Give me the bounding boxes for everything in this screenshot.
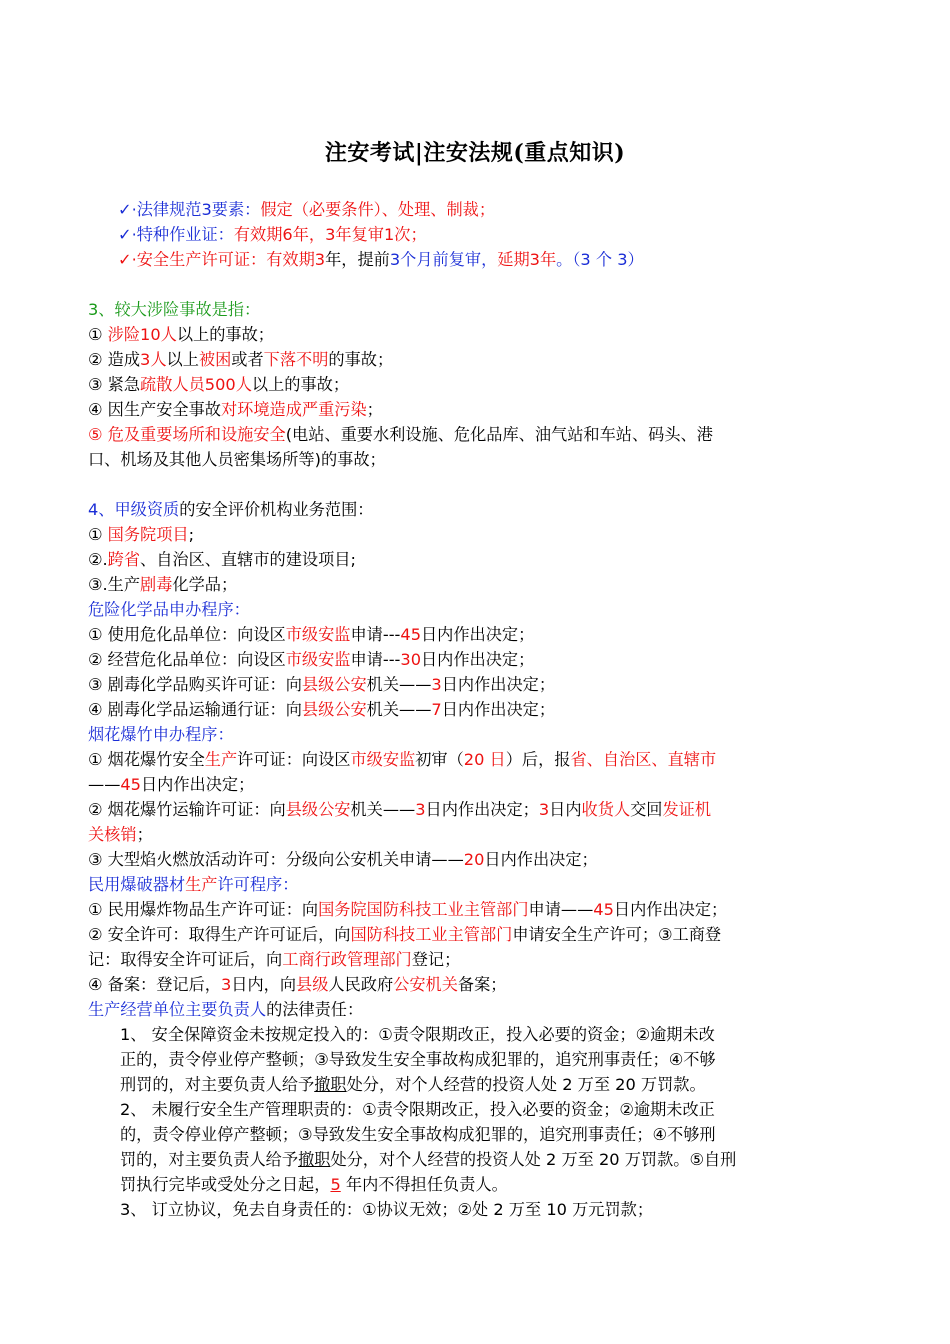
- section-3-item-5-cont: 口、机场及其他人员密集场所等)的事故；: [88, 450, 386, 469]
- liability-heading: 生产经营单位主要负责人的法律责任：: [88, 1000, 364, 1019]
- hazchem-item-3: ③ 剧毒化学品购买许可证：向县级公安机关——3日内作出决定；: [88, 675, 556, 694]
- fireworks-item-1: ① 烟花爆竹安全生产许可证：向设区市级安监初审（20 日）后，报省、自治区、直辖市: [88, 750, 717, 769]
- liability-item-2-line-4: 罚执行完毕或受处分之日起，5 年内不得担任负责人。: [120, 1175, 508, 1194]
- key-point-legal-norms: ✓·法律规范3要素：假定（必要条件）、处理、制裁；: [118, 200, 496, 219]
- liability-item-1-line-2: 正的，责令停业停产整顿；③导致发生安全事故构成犯罪的，追究刑事责任；④不够: [120, 1050, 716, 1069]
- liability-item-2-line-1: 2、 未履行安全生产管理职责的：①责令限期改正，投入必要的资金；②逾期未改正: [120, 1100, 715, 1119]
- explosives-item-4: ④ 备案：登记后，3日内，向县级人民政府公安机关备案；: [88, 975, 507, 994]
- fireworks-item-2-cont: 关核销；: [88, 825, 153, 844]
- page-title: 注安考试|注安法规(重点知识): [324, 140, 626, 166]
- fireworks-item-2: ② 烟花爆竹运输许可证：向县级公安机关——3日内作出决定；3日内收货人交回发证机: [88, 800, 712, 819]
- section-4-heading: 4、甲级资质的安全评价机构业务范围：: [88, 500, 374, 519]
- liability-item-1-line-3: 刑罚的，对主要负责人给予撤职处分，对个人经营的投资人处 2 万至 20 万罚款。: [120, 1075, 706, 1094]
- key-point-special-operation-cert: ✓·特种作业证：有效期6年，3年复审1次；: [118, 225, 427, 244]
- key-point-safety-license: ✓·安全生产许可证：有效期3年，提前3个月前复审，延期3年。（3 个 3）: [118, 250, 644, 269]
- liability-item-2-line-2: 的，责令停业停产整顿；③导致发生安全事故构成犯罪的，追究刑事责任；④不够刑: [120, 1125, 716, 1144]
- fireworks-item-3: ③ 大型焰火燃放活动许可：分级向公安机关申请——20日内作出决定；: [88, 850, 598, 869]
- explosives-item-2: ② 安全许可：取得生产许可证后，向国防科技工业主管部门申请安全生产许可；③工商登: [88, 925, 722, 944]
- section-4-item-1: ① 国务院项目;: [88, 525, 195, 544]
- section-4-item-3: ③.生产剧毒化学品；: [88, 575, 238, 594]
- hazchem-heading: 危险化学品申办程序：: [88, 600, 250, 619]
- hazchem-item-2: ② 经营危化品单位：向设区市级安监申请---30日内作出决定；: [88, 650, 535, 669]
- section-3-item-4: ④ 因生产安全事故对环境造成严重污染；: [88, 400, 383, 419]
- section-3-item-2: ② 造成3人以上被困或者下落不明的事故；: [88, 350, 394, 369]
- liability-item-3: 3、 订立协议，免去自身责任的：①协议无效；②处 2 万至 10 万元罚款；: [120, 1200, 654, 1219]
- explosives-item-2-cont: 记：取得安全许可证后，向工商行政管理部门登记；: [88, 950, 461, 969]
- hazchem-item-1: ① 使用危化品单位：向设区市级安监申请---45日内作出决定；: [88, 625, 535, 644]
- explosives-heading: 民用爆破器材生产许可程序：: [88, 875, 299, 894]
- section-4-item-2: ②.跨省、自治区、直辖市的建设项目;: [88, 550, 356, 569]
- section-3-item-5: ⑤ 危及重要场所和设施安全(电站、重要水利设施、危化品库、油气站和车站、码头、港: [88, 425, 713, 444]
- section-3-item-1: ① 涉险10人以上的事故；: [88, 325, 274, 344]
- liability-item-2-line-3: 罚的，对主要负责人给予撤职处分，对个人经营的投资人处 2 万至 20 万罚款。⑤自刑: [120, 1150, 737, 1169]
- hazchem-item-4: ④ 剧毒化学品运输通行证：向县级公安机关——7日内作出决定；: [88, 700, 556, 719]
- explosives-item-1: ① 民用爆炸物品生产许可证：向国务院国防科技工业主管部门申请——45日内作出决定；: [88, 900, 728, 919]
- fireworks-item-1-cont: ——45日内作出决定；: [88, 775, 255, 794]
- section-3-item-3: ③ 紧急疏散人员500人以上的事故；: [88, 375, 350, 394]
- liability-item-1-line-1: 1、 安全保障资金未按规定投入的：①责令限期改正，投入必要的资金；②逾期未改: [120, 1025, 715, 1044]
- fireworks-heading: 烟花爆竹申办程序：: [88, 725, 234, 744]
- section-3-heading: 3、较大涉险事故是指：: [88, 300, 261, 319]
